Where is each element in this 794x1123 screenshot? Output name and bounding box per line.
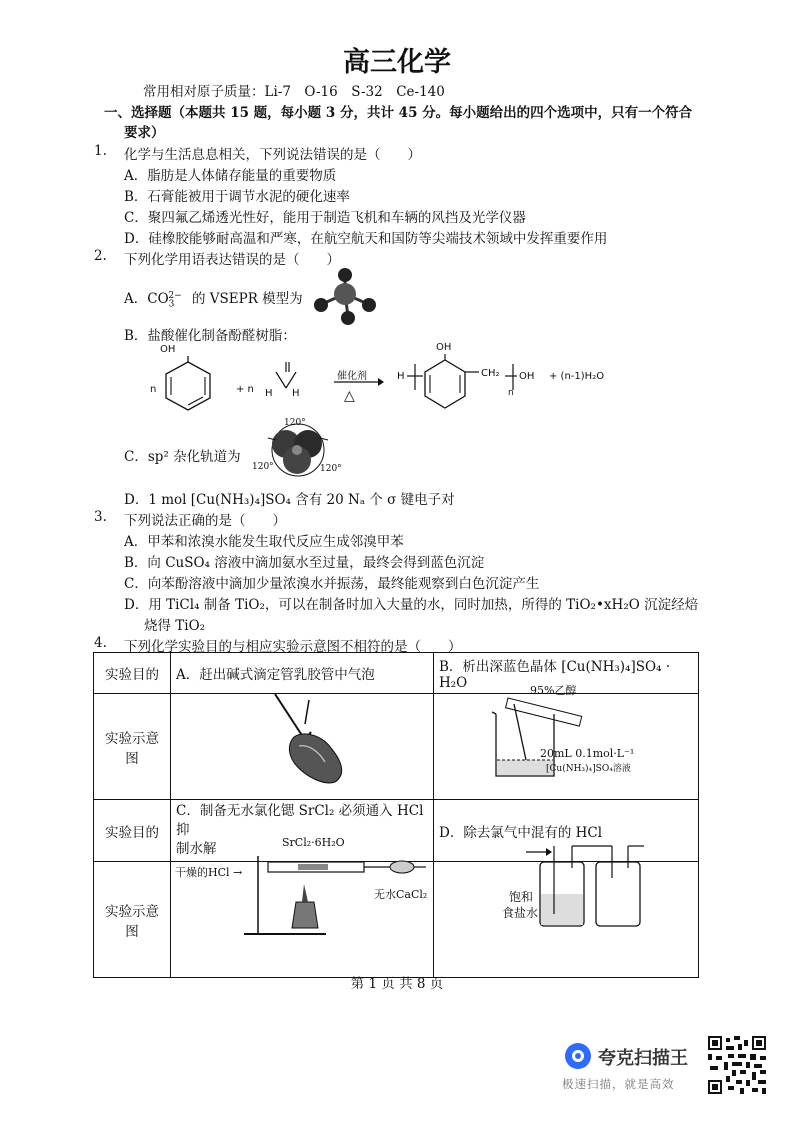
- plus-n: + n: [236, 384, 254, 395]
- option-d-purpose: D．除去氯气中混有的 HCl: [434, 800, 699, 862]
- purpose-label: 实验目的: [94, 653, 171, 694]
- q2-option-d: D．1 mol [Cu(NH₃)₄]SO₄ 含有 20 Nₐ 个 σ 键电子对: [124, 492, 455, 508]
- phenol-oh: OH: [160, 344, 176, 355]
- page-title: 高三化学: [343, 47, 451, 78]
- q3-option-b: B．向 CuSO₄ 溶液中滴加氨水至过量，最终会得到蓝色沉淀: [124, 555, 485, 571]
- quark-logo-icon: [564, 1042, 592, 1070]
- q2-stem: 下列化学用语表达错误的是（ ）: [124, 252, 340, 268]
- option-b-purpose: B．析出深蓝色晶体 [Cu(NH₃)₄]SO₄ · H₂O: [434, 653, 699, 694]
- qr-code-image: [708, 1036, 766, 1094]
- brand-name: 夸克扫描王: [598, 1048, 688, 1069]
- ethanol-label: 95%乙醇: [530, 684, 577, 697]
- q1-option-a: A．脂肪是人体储存能量的重要物质: [124, 168, 337, 184]
- catalyst-label: 催化剂: [337, 371, 367, 382]
- q3-number: 3.: [94, 509, 107, 525]
- solution-name-label: [Cu(NH₃)₄]SO₄溶液: [546, 764, 631, 774]
- q3-option-d: D．用 TiCl₄ 制备 TiO₂，可以在制备时加入大量的水，同时加热，所得的 TiO₂•xH₂O 沉淀经焙: [124, 597, 699, 613]
- polymer-ch2: CH₂: [481, 368, 500, 379]
- q3-option-d-cont: 烧得 TiO₂: [144, 618, 206, 634]
- q2-option-b: B．盐酸催化制备酚醛树脂：: [124, 328, 296, 344]
- q3-option-a: A．甲苯和浓溴水能发生取代反应生成邻溴甲苯: [124, 534, 404, 550]
- polymer-oh-end: OH: [519, 371, 535, 382]
- q1-number: 1.: [94, 143, 107, 159]
- polymer-h-end: H: [397, 371, 405, 382]
- section-heading: 一、选择题（本题共 15 题，每小题 3 分，共计 45 分。每小题给出的四个选项中，只有一个符合: [104, 105, 693, 121]
- water-byproduct: + (n-1)H₂O: [549, 371, 605, 382]
- diagram-label: 实验示意图: [94, 694, 171, 800]
- q3-option-c: C．向苯酚溶液中滴加少量浓溴水并振荡，最终能观察到白色沉淀产生: [124, 576, 540, 592]
- q1-option-c: C．聚四氟乙烯透光性好，能用于制造飞机和车辆的风挡及光学仪器: [124, 210, 526, 226]
- section-heading-cont: 要求）: [124, 125, 165, 141]
- tube-furnace-apparatus: [240, 850, 430, 940]
- scanner-brand: [562, 1034, 702, 1094]
- angle-label-right: 120°: [320, 464, 342, 474]
- brand-slogan: 极速扫描，就是高效: [562, 1077, 675, 1091]
- q4-number: 4.: [94, 635, 107, 651]
- angle-label-left: 120°: [252, 462, 274, 472]
- polymer-oh: OH: [436, 342, 452, 353]
- phenol-ring: [160, 356, 216, 416]
- formaldehyde-h2: H: [292, 388, 300, 399]
- q3-stem: 下列说法正确的是（ ）: [124, 513, 286, 529]
- solution-volume-label: 20mL 0.1mol·L⁻¹: [540, 747, 635, 760]
- gas-washing-bottles: [520, 838, 650, 930]
- option-c-purpose-line1: C．制备无水氯化锶 SrCl₂ 必须通入 HCl 抑: [176, 803, 424, 838]
- burette-hand-image: [265, 690, 355, 786]
- q1-option-b: B．石膏能被用于调节水泥的硬化速率: [124, 189, 350, 205]
- atomic-masses: 常用相对原子质量：Li-7 O-16 S-32 Ce-140: [143, 84, 445, 100]
- q2-option-a: A．$CO_3^{2-}$ 的 VSEPR 模型为: [124, 290, 303, 310]
- vsepr-model-image: [310, 268, 380, 328]
- q2-number: 2.: [94, 248, 107, 264]
- diagram-label-2: 实验示意图: [94, 862, 171, 978]
- option-c-purpose-line2: 制水解: [176, 841, 217, 857]
- saltwater-label-1: 饱和: [509, 890, 534, 904]
- q1-option-d: D．硅橡胶能够耐高温和严寒，在航空航天和国防等尖端技术领域中发挥重要作用: [124, 231, 608, 247]
- dry-hcl-label: 干燥的HCl →: [175, 866, 243, 879]
- cacl2-label: 无水CaCl₂: [374, 888, 428, 901]
- purpose-label-2: 实验目的: [94, 800, 171, 862]
- q2-option-c: C．sp² 杂化轨道为: [124, 449, 241, 465]
- page-footer: 第 1 页 共 8 页: [350, 976, 444, 992]
- option-a-purpose: A．赶出碱式滴定管乳胶管中气泡: [171, 653, 434, 694]
- q1-stem: 化学与生活息息相关，下列说法错误的是（ ）: [124, 147, 421, 163]
- polymer-n: n: [508, 388, 514, 398]
- saltwater-label-2: 食盐水: [502, 906, 539, 920]
- srcl2-label: SrCl₂·6H₂O: [282, 836, 345, 849]
- reaction-arrow: [334, 378, 384, 386]
- angle-label-top: 120°: [284, 418, 306, 428]
- formaldehyde-h1: H: [265, 388, 273, 399]
- coeff-n: n: [150, 384, 157, 395]
- phenolic-resin-structure: [405, 354, 535, 418]
- heat-symbol: △: [344, 388, 355, 404]
- q4-stem: 下列化学实验目的与相应实验示意图不相符的是（ ）: [124, 639, 462, 655]
